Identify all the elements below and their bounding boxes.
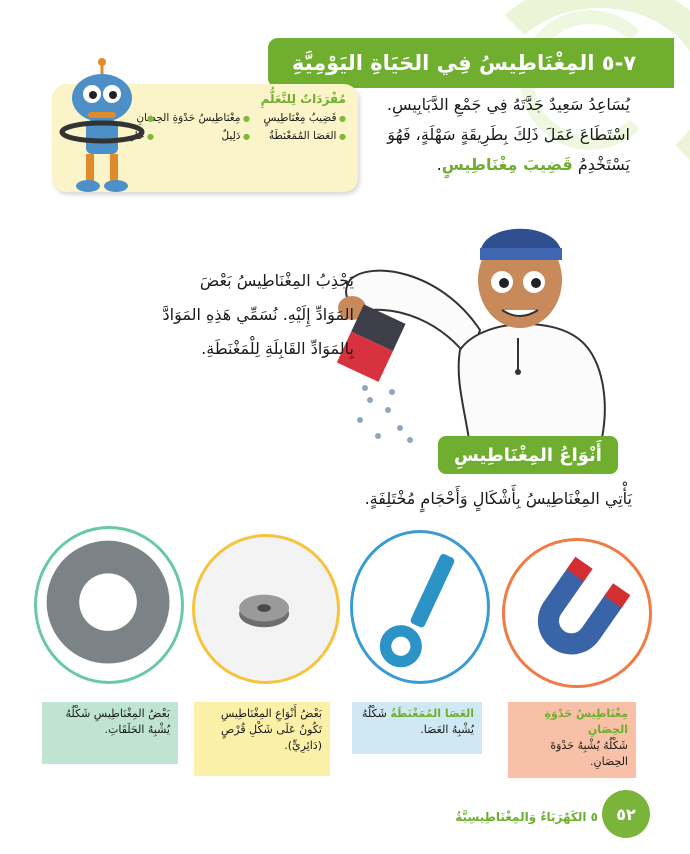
attraction-paragraph [110,264,354,366]
caption-term: مِغْنَاطِيسُ حَدْوَةِ الحِصَانِ [544,707,628,736]
attraction-line: المَوَادِّ إِلَيْهِ. نُسَمِّي هَذِهِ المَوَادَّ [162,305,354,324]
intro-line: اسْتَطَاعَ عَمَلَ ذَلِكَ بِطَرِيقَةٍ سَهْلَةٍ، فَهُوَ [387,125,630,144]
disc-magnet-icon [195,537,337,681]
caption-text: شَكْلُهُ يُشْبِهُ حَدْوَةَ الحِصَانِ. [550,739,628,768]
caption-disc [194,702,330,776]
section-title [268,38,660,88]
attraction-line: بِالمَوَادِّ القَابِلَةِ لِلْمَغْنَطَةِ. [201,339,354,358]
intro-line: يَسْتَخْدِمُ قَضِيبَ مِغْنَاطِيسٍ. [436,155,630,174]
caption-ring [42,702,178,764]
vocab-item: ● العَصَا المُمَغْنَطَةُ [254,130,346,142]
vocab-item: ● قَضِيبُ مِغْنَاطِيسٍ [254,112,346,124]
types-description: يَأْتِي المِغْنَاطِيسُ بِأَشْكَالٍ وَأَحْجَامٍ مُخْتَلِفَةٍ. [364,489,632,508]
intro-paragraph [330,90,630,180]
magnetic-wand-circle [350,530,490,684]
horseshoe-magnet-icon [505,541,649,685]
intro-line: يُسَاعِدُ سَعِيدٌ جَدَّتَهُ فِي جَمْعِ الدَّبَابِيسِ. [386,95,630,114]
caption-text: بَعْضُ أَنْوَاعِ المِغْنَاطِيسِ تَكُونُ عَلَى شَكْلِ قُرْصٍ (دَائِرِيٍّ). [220,707,322,752]
attraction-line: يَجْذِبُ المِغْنَاطِيسُ بَعْضَ [199,271,354,290]
highlight-term: قَضِيبَ مِغْنَاطِيسٍ [441,155,573,174]
types-heading: أَنْوَاعُ المِغْنَاطِيسِ [438,436,618,474]
caption-text: بَعْضُ المِغْنَاطِيسِ شَكْلُهُ يُشْبِهُ الحَلَقَاتِ. [65,707,170,736]
robot-mascot-illustration [56,58,148,194]
page-number: ٥٢ [602,790,650,838]
ring-magnet-icon [37,529,181,681]
section-title-text: ٧-٥ المِغْنَاطِيسُ فِي الحَيَاةِ اليَوْمِيَّةِ [291,51,637,75]
caption-term: العَصَا المُمَغْنَطَةُ [390,707,474,720]
disc-magnet-circle [192,534,340,684]
vocab-item: ● مِغْنَاطِيسُ حَدْوَةِ الحِصَانِ [158,112,250,124]
footer-chapter: ٥ الكَهْرَبَاءُ وَالمِغْنَاطِيسِيَّةُ [455,810,598,824]
vocabulary-title: مُفْرَدَاتٌ لِلتَّعَلُّمِ [260,92,346,106]
ring-magnet-circle [34,526,184,684]
caption-wand: العَصَا المُمَغْنَطَةُ شَكْلُهُ يُشْبِهُ العَصَا. [352,702,482,754]
caption-text: يُشْبِهُ العَصَا. [420,723,474,736]
caption-horseshoe [508,702,636,778]
magnetic-wand-icon [353,533,487,681]
vocab-item: ● دَلِيلٌ [158,130,250,142]
horseshoe-magnet-circle [502,538,652,688]
vocab-item: ● حَامِي [84,130,154,142]
boy-with-magnet-illustration [330,210,630,446]
